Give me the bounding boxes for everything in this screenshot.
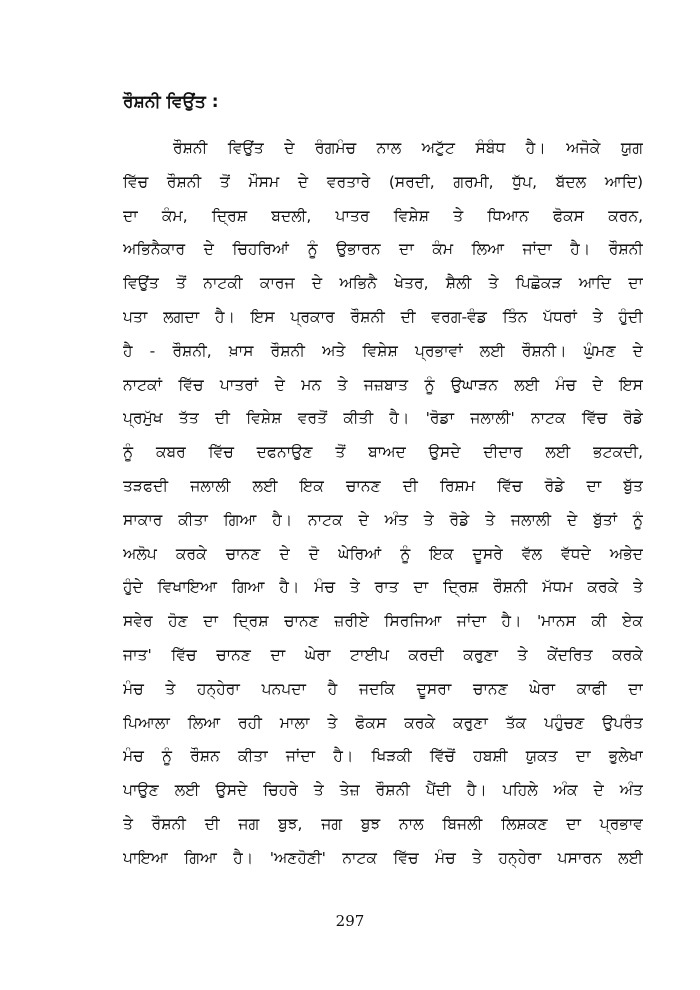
text-line: ਰੌਸ਼ਨੀ ਵਿਉਂਤ ਦੇ ਰੰਗਮੰਚ ਨਾਲ ਅਟੁੱਟ ਸੰਬੰਧ ਹੈ। ਅਜੋਕੇ ਯੁਗ [173, 139, 643, 157]
text-line: ਵਿੱਚ ਰੌਸ਼ਨੀ ਤੋਂ ਮੌਸਮ ਦੇ ਵਰਤਾਰੇ (ਸਰਦੀ, ਗਰਮੀ, ਧੁੱਪ, ਬੱਦਲ ਆਦਿ) [123, 172, 643, 191]
section-heading: ਰੌਸ਼ਨੀ ਵਿਉਂਤ : [123, 92, 219, 112]
text-line: ਤੜਫਦੀ ਜਲਾਲੀ ਲਈ ਇਕ ਚਾਨਣ ਦੀ ਰਿਸ਼ਮ ਵਿੱਚ ਰੋਡੇ ਦਾ ਬੁੱਤ [123, 476, 643, 495]
text-line: ਵਿਉਂਤ ਤੋਂ ਨਾਟਕੀ ਕਾਰਜ ਦੇ ਅਭਿਨੈ ਖੇਤਰ, ਸ਼ੈਲੀ ਤੇ ਪਿਛੋਕੜ ਆਦਿ ਦਾ [123, 274, 643, 293]
text-line: ਸਾਕਾਰ ਕੀਤਾ ਗਿਆ ਹੈ। ਨਾਟਕ ਦੇ ਅੰਤ ਤੇ ਰੋਡੇ ਤੇ ਜਲਾਲੀ ਦੇ ਬੁੱਤਾਂ ਨੂੰ [123, 510, 643, 529]
text-line: ਸਵੇਰ ਹੋਣ ਦਾ ਦ੍ਰਿਸ਼ ਚਾਨਣ ਜ਼ਰੀਏ ਸਿਰਜਿਆ ਜਾਂਦਾ ਹੈ। 'ਮਾਨਸ ਕੀ ਏਕ [123, 612, 643, 631]
text-line: ਤੇ ਰੌਸ਼ਨੀ ਦੀ ਜਗ ਬੁਝ, ਜਗ ਬੁਝ ਨਾਲ ਬਿਜਲੀ ਲਿਸ਼ਕਣ ਦਾ ਪ੍ਰਭਾਵ [123, 814, 643, 833]
text-line: ਪ੍ਰਮੁੱਖ ਤੱਤ ਦੀ ਵਿਸ਼ੇਸ਼ ਵਰਤੋਂ ਕੀਤੀ ਹੈ। 'ਰੋਡਾ ਜਲਾਲੀ' ਨਾਟਕ ਵਿੱਚ ਰੋਡੇ [123, 409, 643, 428]
text-line: ਹੁੰਦੇ ਵਿਖਾਇਆ ਗਿਆ ਹੈ। ਮੰਚ ਤੇ ਰਾਤ ਦਾ ਦ੍ਰਿਸ਼ ਰੌਸ਼ਨੀ ਮੱਧਮ ਕਰਕੇ ਤੇ [123, 578, 643, 597]
text-line: ਪਾਇਆ ਗਿਆ ਹੈ। 'ਅਣਹੋਣੀ' ਨਾਟਕ ਵਿੱਚ ਮੰਚ ਤੇ ਹਨ੍ਹੇਰਾ ਪਸਾਰਨ ਲਈ [123, 848, 643, 867]
text-line: ਪਿਆਲਾ ਲਿਆ ਰਹੀ ਮਾਲਾ ਤੇ ਫੋਕਸ ਕਰਕੇ ਕਰੁਣਾ ਤੱਕ ਪਹੁੰਚਣ ਉਪਰੰਤ [123, 713, 643, 732]
text-line: ਮੰਚ ਨੂੰ ਰੌਸ਼ਨ ਕੀਤਾ ਜਾਂਦਾ ਹੈ। ਖਿੜਕੀ ਵਿੱਚੋਂ ਹਬਸ਼ੀ ਯੁਕਤ ਦਾ ਭੁਲੇਖਾ [123, 747, 643, 766]
text-line: ਅਲੋਪ ਕਰਕੇ ਚਾਨਣ ਦੇ ਦੋ ਘੇਰਿਆਂ ਨੂੰ ਇਕ ਦੂਸਰੇ ਵੱਲ ਵੱਧਦੇ ਅਭੇਦ [123, 544, 643, 563]
text-line: ਨੂੰ ਕਬਰ ਵਿੱਚ ਦਫਨਾਉਣ ਤੋਂ ਬਾਅਦ ਉਸਦੇ ਦੀਦਾਰ ਲਈ ਭਟਕਦੀ, [123, 443, 643, 462]
body-text [123, 132, 643, 876]
text-line: ਹੈ - ਰੌਸ਼ਨੀ, ਖ਼ਾਸ ਰੌਸ਼ਨੀ ਅਤੇ ਵਿਸ਼ੇਸ਼ ਪ੍ਰਭਾਵਾਂ ਲਈ ਰੌਸ਼ਨੀ। ਘੁੰਮਣ ਦੇ [123, 341, 643, 360]
text-line: ਪਤਾ ਲਗਦਾ ਹੈ। ਇਸ ਪ੍ਰਕਾਰ ਰੌਸ਼ਨੀ ਦੀ ਵਰਗ-ਵੰਡ ਤਿੰਨ ਪੱਧਰਾਂ ਤੇ ਹੁੰਦੀ [123, 307, 643, 326]
text-line: ਦਾ ਕੰਮ, ਦ੍ਰਿਸ਼ ਬਦਲੀ, ਪਾਤਰ ਵਿਸ਼ੇਸ਼ ਤੇ ਧਿਆਨ ਫੋਕਸ ਕਰਨ, [123, 206, 643, 225]
page-number: 297 [335, 912, 365, 930]
text-line: ਅਭਿਨੈਕਾਰ ਦੇ ਚਿਹਰਿਆਂ ਨੂੰ ਉਭਾਰਨ ਦਾ ਕੰਮ ਲਿਆ ਜਾਂਦਾ ਹੈ। ਰੌਸ਼ਨੀ [123, 240, 643, 259]
text-line: ਨਾਟਕਾਂ ਵਿੱਚ ਪਾਤਰਾਂ ਦੇ ਮਨ ਤੇ ਜਜ਼ਬਾਤ ਨੂੰ ਉਘਾੜਨ ਲਈ ਮੰਚ ਦੇ ਇਸ [123, 375, 643, 394]
text-line: ਮੰਚ ਤੇ ਹਨ੍ਹੇਰਾ ਪਨਪਦਾ ਹੈ ਜਦਕਿ ਦੂਸਰਾ ਚਾਨਣ ਘੇਰਾ ਕਾਫੀ ਦਾ [123, 679, 643, 698]
text-line: ਪਾਉਣ ਲਈ ਉਸਦੇ ਚਿਹਰੇ ਤੇ ਤੇਜ਼ ਰੌਸ਼ਨੀ ਪੈਂਦੀ ਹੈ। ਪਹਿਲੇ ਅੰਕ ਦੇ ਅੰਤ [123, 781, 643, 800]
text-line: ਜਾਤ' ਵਿੱਚ ਚਾਨਣ ਦਾ ਘੇਰਾ ਟਾਈਪ ਕਰਦੀ ਕਰੁਣਾ ਤੇ ਕੇਂਦਰਿਤ ਕਰਕੇ [123, 645, 643, 664]
